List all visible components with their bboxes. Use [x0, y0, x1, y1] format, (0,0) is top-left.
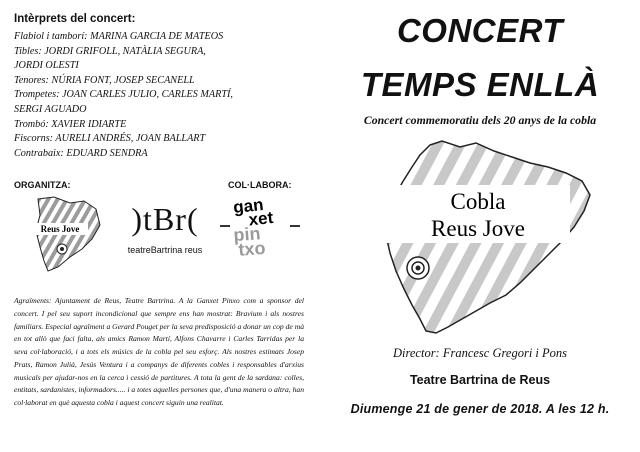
map-text-reus-jove: Reus Jove	[431, 216, 525, 241]
catalonia-map	[368, 137, 598, 337]
date-line: Diumenge 21 de gener de 2018. A les 12 h.	[350, 402, 610, 416]
pinxo-text-top: pin	[232, 223, 262, 246]
ganxet-pintxo-logo	[220, 195, 300, 275]
acknowledgements-text: Agraïments: Ajuntament de Reus, Teatre Bartrina. A la Ganxet Pinxo com a sponsor del concert. I pel seu suport incondicional que sempre ens han mostrat: Bravium i als nostres familiars. Especial agraïment a Gerard Pouget per la seva predisposició a donar un cop de mà en tot allò que faci falta, als amics Ramon Martí, Alfons Chavarre i Carles Tarridas per la seva col·laboració, i a tots els músics de la cobla pel seu esforç. Als nostres estimats Josep Prats, Ramon Julià, Jesús Ventura i a companys de diferents cobles i responsables d'arxius musicals per ajudar-nos en la cerca i cessió de partitures. A tota la gent de la sardana: colles, entitats, sardanistes, informadors..... i a totes aquelles persones que, d'una manera o altra, han col·laborat en què aquesta cobla i aquest concert siguin una realitat.	[14, 296, 304, 407]
performer-line: Fiscorns: AURELI ANDRÉS, JOAN BALLART	[14, 133, 206, 145]
teatre-bartrina-logo	[120, 195, 210, 275]
reus-jove-logo-text: Reus Jove	[40, 224, 80, 234]
performer-line: SERGI AGUADO	[14, 103, 87, 115]
performer-line: JORDI OLESTI	[14, 60, 79, 72]
performer-line: Trombó: XAVIER IDIARTE	[14, 118, 127, 130]
teatre-bartrina-logo-caption: teatreBartrina reus	[127, 245, 203, 255]
title-line-1: CONCERT	[396, 12, 564, 49]
title-line-2: TEMPS ENLLÀ	[360, 66, 600, 103]
pinxo-text-bottom: txo	[237, 237, 267, 260]
venue-line: Teatre Bartrina de Reus	[409, 373, 551, 387]
director-line: Director: Francesc Gregori i Pons	[392, 346, 568, 360]
performer-line: Contrabaix: EDUARD SENDRA	[14, 147, 148, 159]
colabora-label: COL·LABORA:	[228, 180, 292, 190]
teatre-bartrina-logo-mark: )tBr(	[131, 201, 199, 237]
performer-line: Tenores: NÚRIA FONT, JOSEP SECANELL	[14, 74, 195, 86]
performer-line: Flabiol i tamborí: MARINA GARCIA DE MATEOS	[14, 31, 224, 42]
performers-title: Intèrprets del concert:	[14, 13, 136, 25]
performer-line: Tibles: JORDI GRIFOLL, NATÀLIA SEGURA,	[14, 45, 206, 57]
map-text-cobla: Cobla	[450, 189, 506, 214]
reus-jove-logo	[30, 195, 110, 275]
catalonia-map-icon	[368, 137, 598, 337]
subtitle: Concert commemoratiu dels 20 anys de la cobla	[363, 113, 597, 127]
reus-jove-map-icon	[30, 195, 110, 275]
right-panel	[320, 0, 640, 452]
reus-rose-icon	[407, 257, 429, 279]
performers-list	[14, 30, 314, 161]
performer-line: Trompetes: JOAN CARLES JULIO, CARLES MARTÍ,	[14, 89, 233, 101]
organitza-label: ORGANITZA:	[14, 180, 71, 190]
ganxet-text-mid: xet	[247, 208, 275, 230]
ganxet-text-top: gan	[232, 194, 265, 218]
